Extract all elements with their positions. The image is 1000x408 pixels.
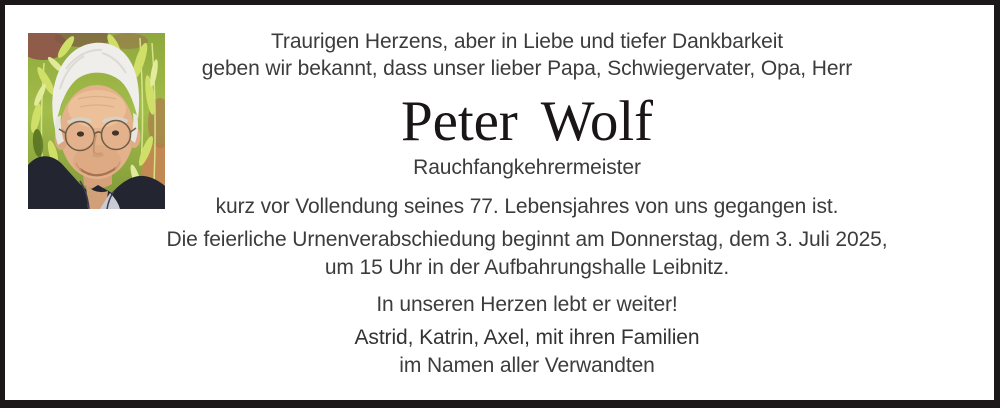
funeral-line-2: um 15 Uhr in der Aufbahrungshalle Leibnitz. (324, 255, 730, 279)
funeral-line-1: Die feierliche Urnenverabschiedung beginnt am Donnerstag, dem 3. Juli 2025, (166, 228, 888, 251)
funeral-info (60, 226, 994, 281)
passing-line: kurz vor Vollendung seines 77. Lebensjahres von uns gegangen ist. (215, 195, 839, 218)
intro-line-1: Traurigen Herzens, aber in Liebe und tiefer Dankbarkeit (270, 30, 783, 53)
intro-text (60, 28, 994, 82)
deceased-name: Peter Wolf (401, 90, 653, 153)
closing-line: In unseren Herzen lebt er weiter! (376, 293, 678, 316)
family-names-line: Astrid, Katrin, Axel, mit ihren Familien (354, 326, 700, 349)
obituary-text (60, 5, 994, 400)
profession-line: Rauchfangkehrermeister (413, 156, 641, 179)
intro-line-2: geben wir bekannt, dass unser lieber Papa, Schwiegervater, Opa, Herr (201, 57, 853, 80)
behalf-line: im Namen aller Verwandten (399, 354, 655, 377)
